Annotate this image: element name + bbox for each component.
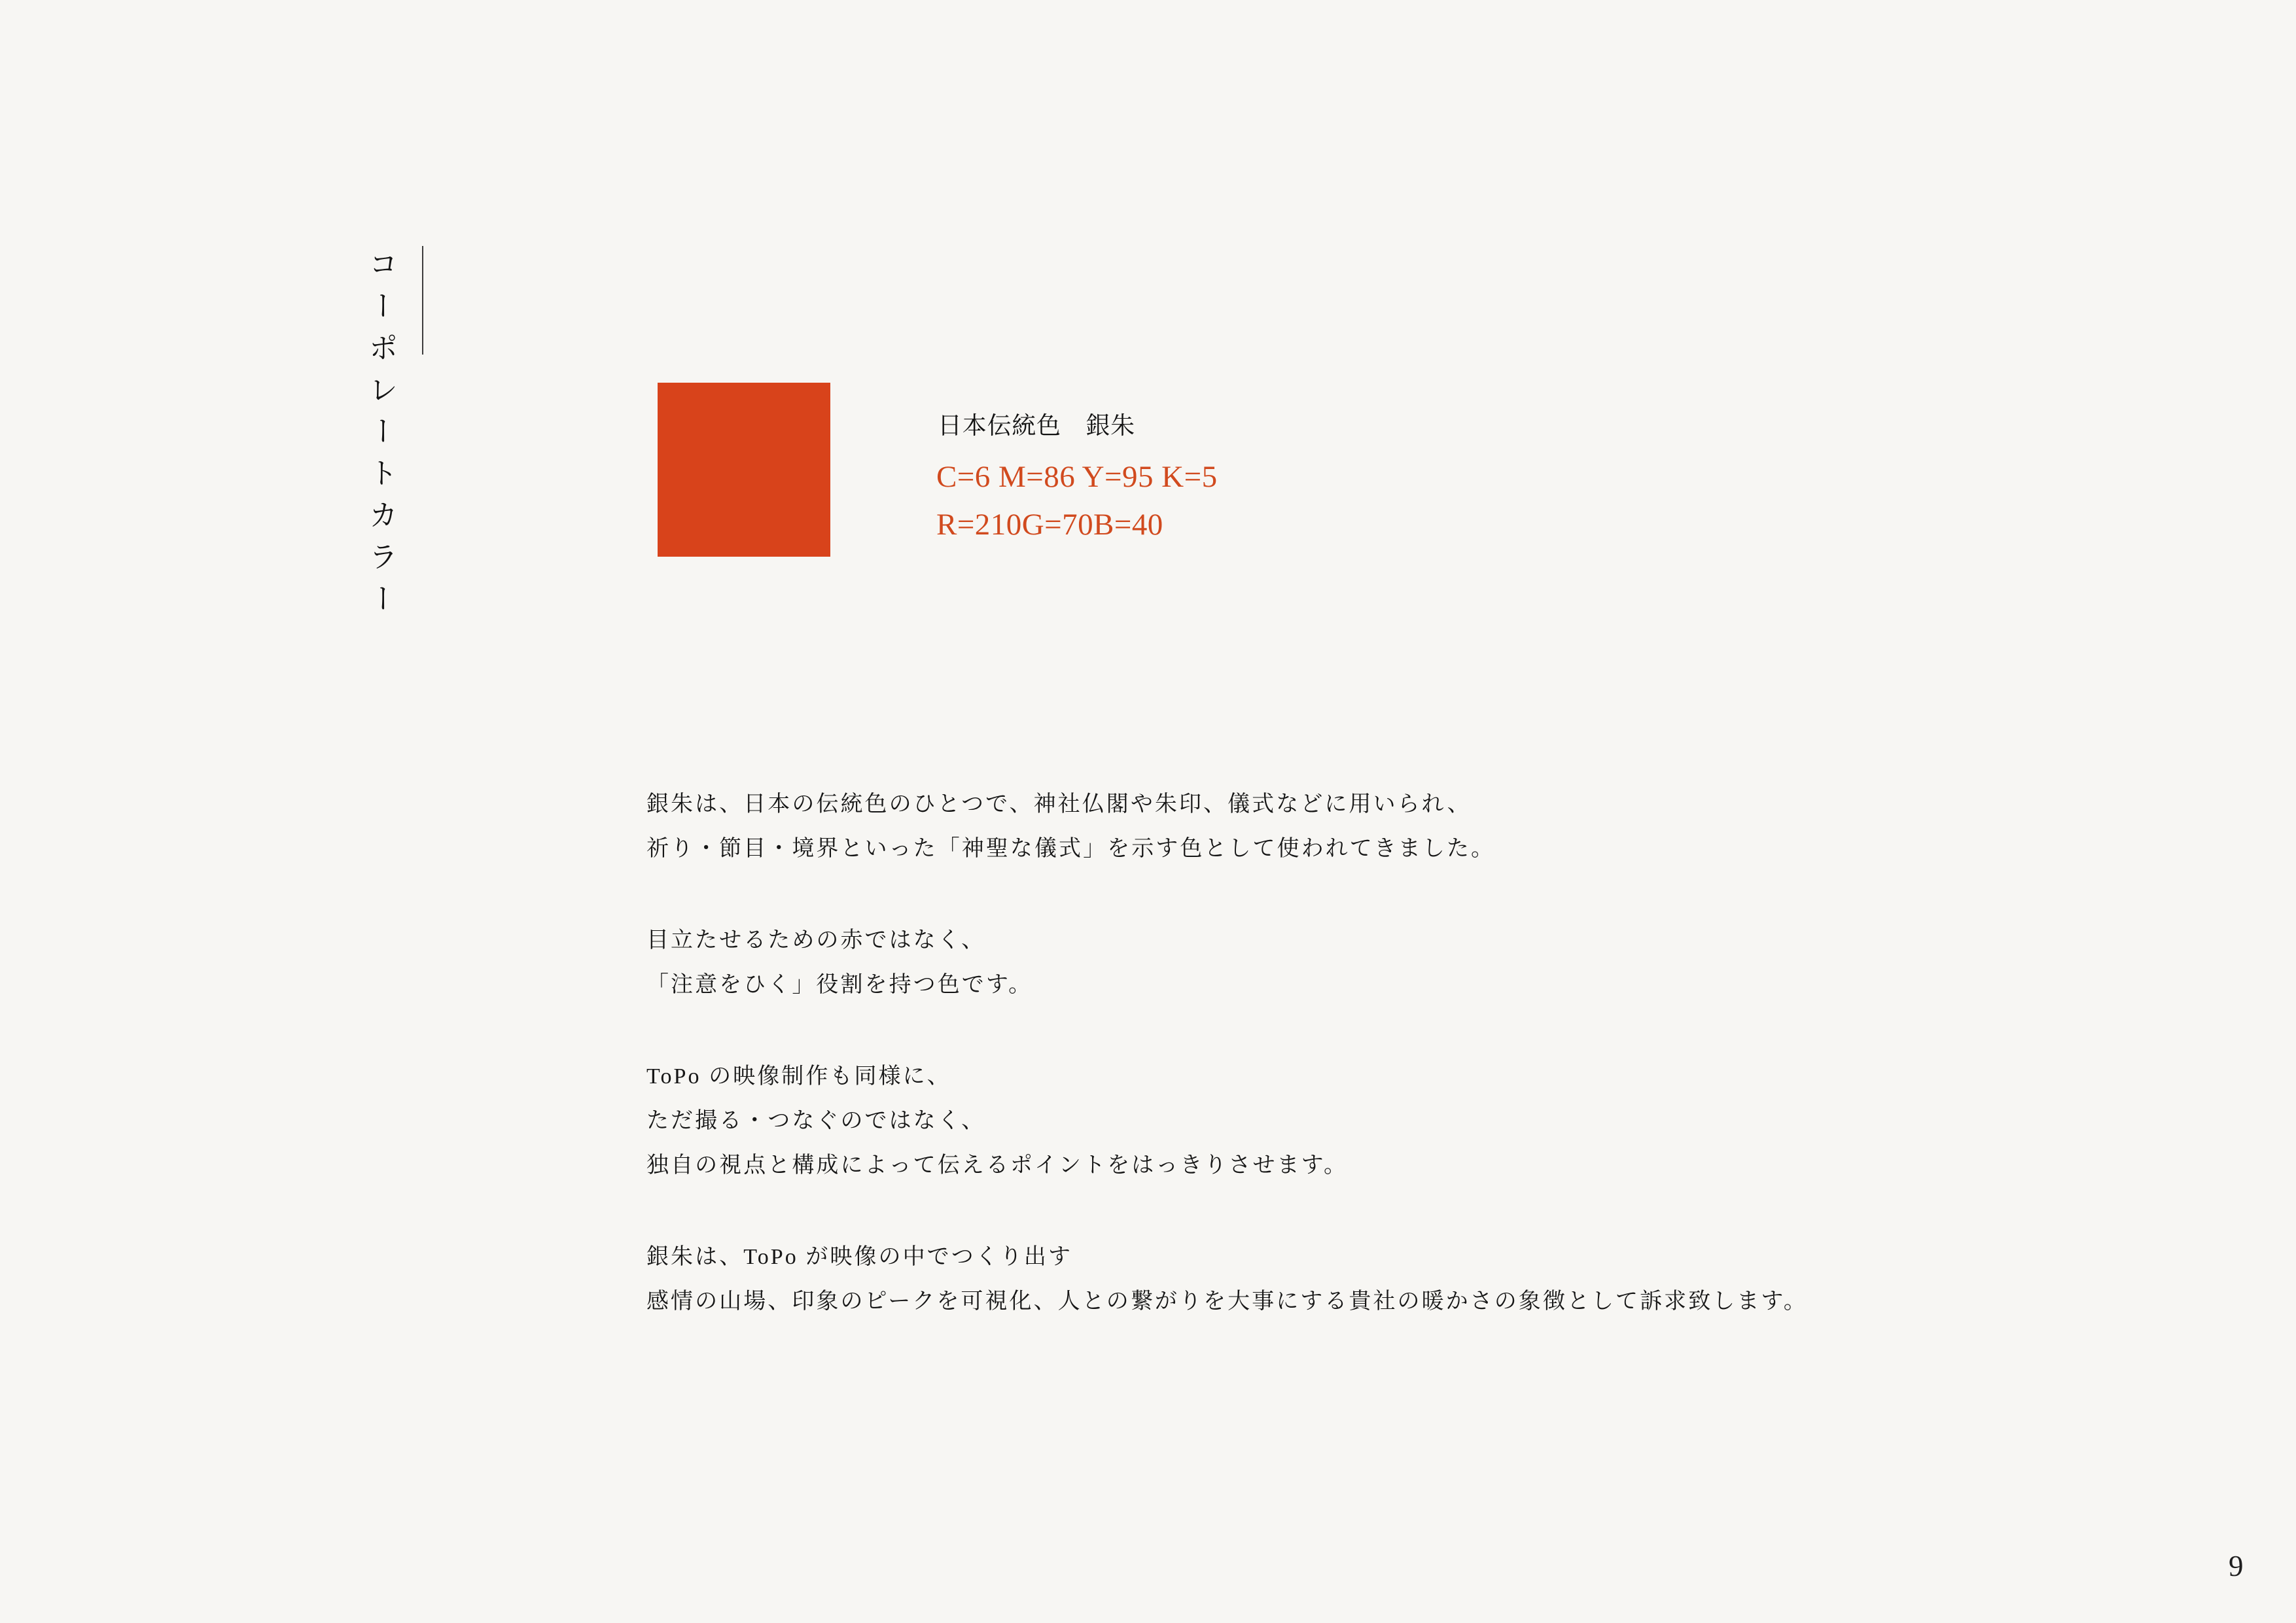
body-text	[646, 782, 1808, 1371]
page-number: 9	[2229, 1550, 2244, 1582]
color-name-label: 日本伝統色 銀朱	[938, 413, 1135, 440]
title-rule	[422, 246, 423, 355]
body-paragraph	[646, 1235, 1808, 1324]
body-line: 銀朱は、ToPo が映像の中でつくり出す	[646, 1245, 1073, 1269]
rgb-value: R=210G=70B=40	[936, 508, 1163, 542]
color-swatch	[658, 383, 830, 557]
body-line: 感情の山場、印象のピークを可視化、人との繋がりを大事にする貴社の暖かさの象徴として訴求致します。	[646, 1289, 1808, 1314]
body-paragraph	[646, 782, 1808, 871]
body-paragraph	[646, 1055, 1808, 1188]
body-line: ただ撮る・つなぐのではなく、	[646, 1109, 986, 1133]
body-paragraph	[646, 918, 1808, 1007]
body-line: ToPo の映像制作も同様に、	[646, 1064, 951, 1089]
body-line: 目立たせるための赤ではなく、	[646, 928, 986, 952]
body-line: 独自の視点と構成によって伝えるポイントをはっきりさせます。	[646, 1153, 1349, 1178]
body-line: 祈り・節目・境界といった「神聖な儀式」を示す色として使われてきました。	[646, 837, 1496, 861]
body-line: 銀朱は、日本の伝統色のひとつで、神社仏閣や朱印、儀式などに用いられ、	[646, 792, 1472, 816]
section-title-vertical: コーポレートカラー	[364, 249, 397, 625]
body-line: 「注意をひく」役割を持つ色です。	[646, 973, 1033, 997]
cmyk-value: C=6 M=86 Y=95 K=5	[936, 460, 1218, 494]
